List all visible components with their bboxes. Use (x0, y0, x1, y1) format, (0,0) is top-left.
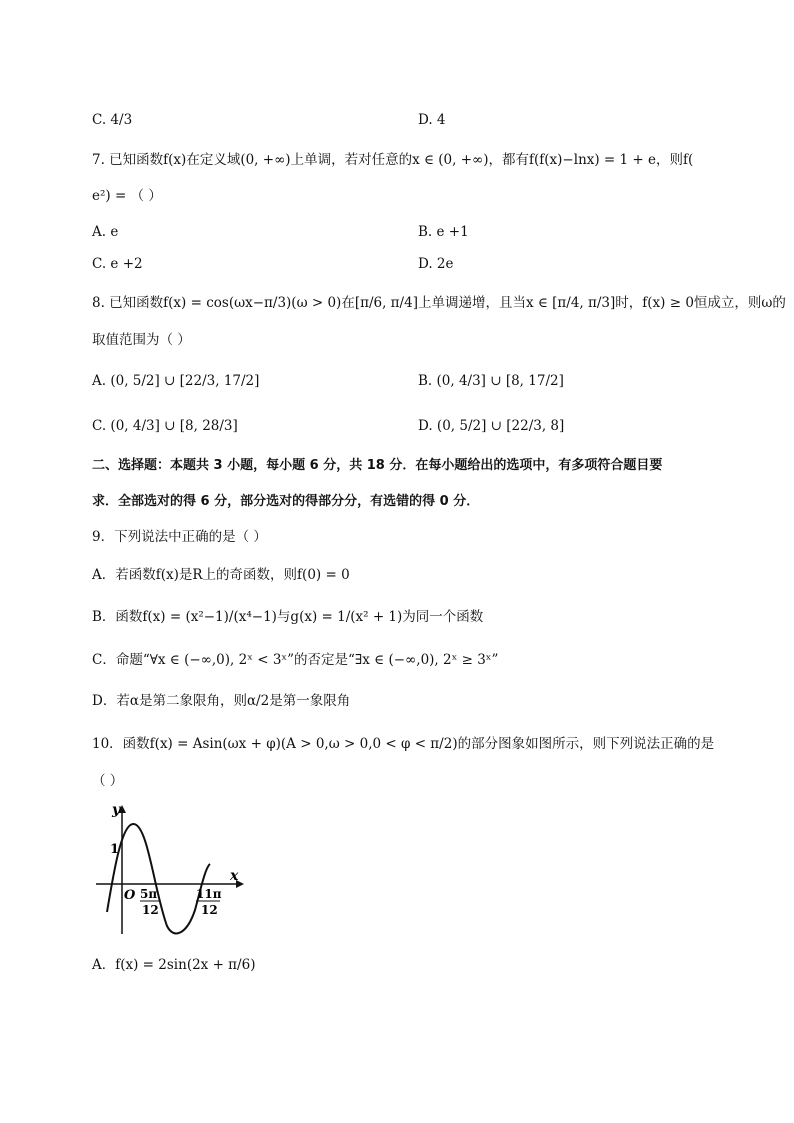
q7-option-d: D. 2e (418, 256, 454, 272)
q8-option-b: B. (0, 4/3] ∪ [8, 17/2] (418, 373, 564, 389)
sine-graph-figure (92, 800, 252, 940)
q6-option-c (92, 110, 132, 130)
q10-option-a: A．f(x) = 2sin(2x + π/6) (92, 957, 256, 973)
q9-option-c: C．命题“∀x ∈ (−∞,0), 2ˣ < 3ˣ”的否定是“∃x ∈ (−∞,0), 2ˣ ≥ 3ˣ” (92, 652, 499, 668)
q8-option-a: A. (0, 5/2] ∪ [22/3, 17/2] (92, 373, 260, 389)
q7-stem-line1: 7. 已知函数f(x)在定义域(0, +∞)上单调，若对任意的x ∈ (0, +∞)，都有f(f(x)−lnx) = 1 + e，则f( (92, 152, 694, 168)
origin-label: O (124, 888, 136, 903)
tick-5pi-12 (140, 887, 160, 917)
q8-option-d: D. (0, 5/2] ∪ [22/3, 8] (418, 418, 565, 434)
tick-11pi-12-numerator: 11π (196, 887, 222, 901)
q8-stem-line1: 8. 已知函数f(x) = cos(ωx−π/3)(ω > 0)在[π/6, π/4]上单调递增，且当x ∈ [π/4, π/3]时，f(x) ≥ 0恒成立，则ω的 (92, 295, 786, 311)
tick-11pi-12-denominator: 12 (201, 903, 218, 917)
q6-option-d-text: D. 4 (418, 112, 446, 128)
q9-option-d: D．若α是第二象限角，则α/2是第一象限角 (92, 693, 351, 709)
q7-stem-line2: e²) = （ ） (92, 188, 162, 204)
q6-option-d (418, 110, 446, 130)
q9-option-b: B．函数f(x) = (x²−1)/(x⁴−1)与g(x) = 1/(x² + 1)为同一个函数 (92, 609, 484, 625)
y-label: y (112, 802, 121, 818)
q10-stem-line2: （ ） (92, 773, 124, 789)
x-label: x (230, 868, 239, 884)
tick-5pi-12-denominator: 12 (142, 903, 159, 917)
q7-option-c: C. e +2 (92, 256, 143, 272)
q9-stem: 9．下列说法中正确的是（ ） (92, 529, 267, 545)
q7-option-a: A. e (92, 224, 119, 240)
q10-stem-line1: 10．函数f(x) = Asin(ωx + φ)(A > 0,ω > 0,0 < φ < π/2)的部分图象如图所示，则下列说法正确的是 (92, 736, 715, 752)
section-2-heading-line2: 求．全部选对的得 6 分，部分选对的得部分分，有选错的得 0 分． (92, 494, 480, 509)
one-label: 1 (110, 842, 120, 857)
q8-option-c: C. (0, 4/3] ∪ [8, 28/3] (92, 418, 238, 434)
tick-5pi-12-numerator: 5π (140, 887, 158, 901)
tick-11pi-12 (196, 887, 222, 917)
q9-option-a: A．若函数f(x)是R上的奇函数，则f(0) = 0 (92, 567, 350, 583)
section-2-heading-line1: 二、选择题：本题共 3 小题，每小题 6 分，共 18 分．在每小题给出的选项中，有多项符合题目要 (92, 458, 663, 473)
q7-option-b: B. e +1 (418, 224, 469, 240)
q8-stem-line2: 取值范围为（ ） (92, 332, 191, 348)
q6-option-c-text: C. 4/3 (92, 112, 133, 128)
